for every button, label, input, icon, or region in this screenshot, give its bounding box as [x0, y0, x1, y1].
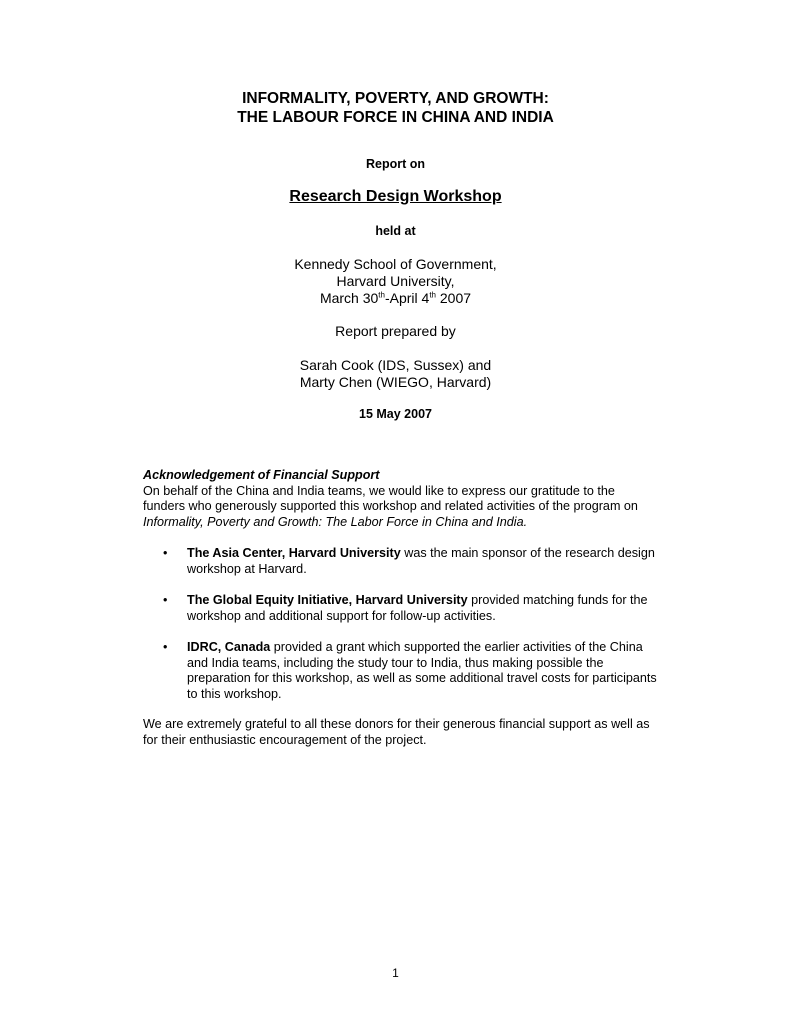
bullet-item-global-equity: The Global Equity Initiative, Harvard University provided matching funds for the workshop and additional support for follow-up activities.: [187, 593, 648, 623]
page-number: 1: [392, 966, 399, 980]
held-at-label: held at: [375, 224, 416, 238]
author-line-2: Marty Chen (WIEGO, Harvard): [299, 374, 492, 390]
workshop-title: Research Design Workshop: [289, 188, 502, 205]
acknowledgement-section: [143, 468, 653, 530]
bullet-item-asia-center: The Asia Center, Harvard University was the main sponsor of the research design workshop at Harvard.: [187, 546, 655, 576]
acknowledgement-closing: We are extremely grateful to all these donors for their generous financial support as well as for their enthusiastic encouragement of the project.: [143, 717, 650, 747]
report-date: 15 May 2007: [359, 407, 432, 421]
venue-line-2: Harvard University,: [336, 273, 455, 289]
acknowledgement-heading: Acknowledgement of Financial Support: [143, 468, 380, 482]
bullet-marker: •: [163, 640, 168, 654]
authors-block: [0, 357, 791, 391]
venue-block: [0, 256, 791, 307]
bullet-item-idrc: IDRC, Canada provided a grant which supported the earlier activities of the China and India teams, including the study tour to India, thus making possible the preparation for this workshop, as well as some additional travel costs for participants to this workshop.: [187, 640, 657, 701]
title-line-1: INFORMALITY, POVERTY, AND GROWTH:: [242, 90, 549, 107]
title-line-2: THE LABOUR FORCE IN CHINA AND INDIA: [237, 109, 554, 126]
author-line-1: Sarah Cook (IDS, Sussex) and: [299, 357, 492, 373]
report-on-label: Report on: [365, 157, 426, 171]
acknowledgement-intro: On behalf of the China and India teams, we would like to express our gratitude to the funders who generously supported this workshop and related activities of the program on Informality, Poverty and Growth: The Labor Force in China and India.: [143, 483, 638, 529]
venue-line-1: Kennedy School of Government,: [294, 256, 497, 272]
venue-dates: March 30th-April 4th 2007: [319, 290, 472, 306]
prepared-by-label: Report prepared by: [335, 323, 456, 339]
document-title: [0, 89, 791, 127]
bullet-marker: •: [163, 593, 168, 607]
bullet-marker: •: [163, 546, 168, 560]
